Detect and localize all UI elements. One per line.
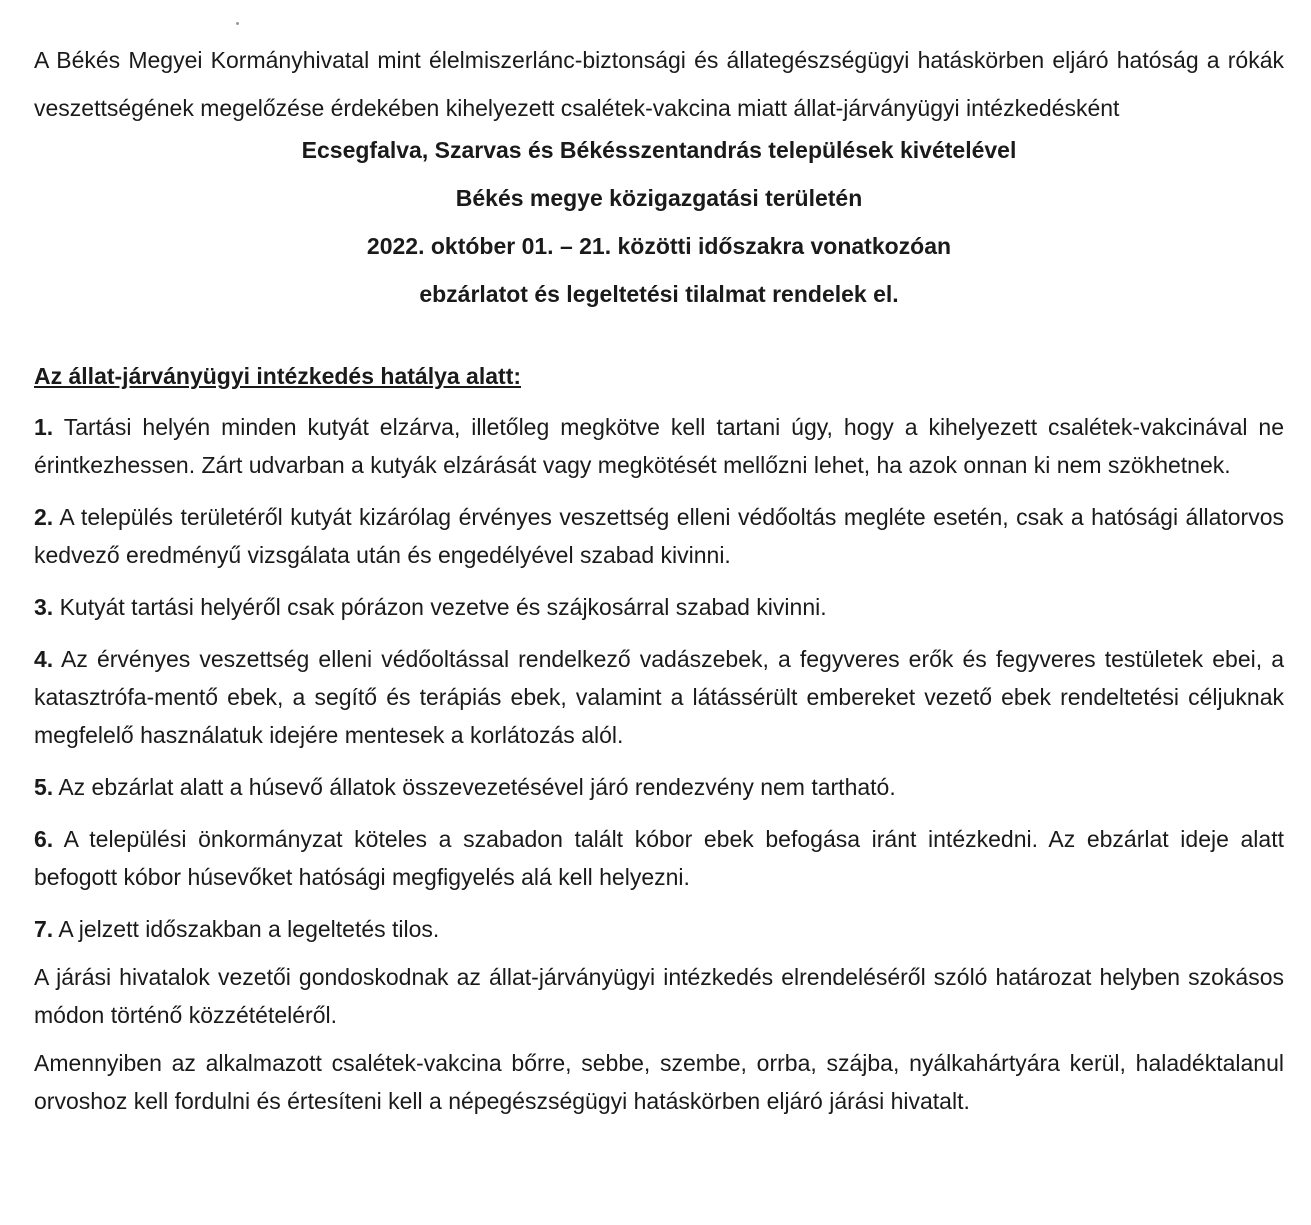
item-text: Tartási helyén minden kutyát elzárva, illetőleg megkötve kell tartani úgy, hogy a kihelyezett csalétek-vakcinával ne érintkezhessen. Zárt udvarban a kutyák elzárását vagy megkötését mellőzni lehet, ha azok onnan ki nem szökhetnek.	[34, 414, 1284, 478]
list-item	[34, 408, 1284, 484]
closing-paragraph-exposure: Amennyiben az alkalmazott csalétek-vakcina bőrre, sebbe, szembe, orrba, szájba, nyálkahártyára kerül, haladéktalanul orvoshoz kell fordulni és értesíteni kell a népegészségügyi hatáskörben eljáró járási hivatalt.	[34, 1050, 1284, 1114]
list-item	[34, 640, 1284, 754]
closing-paragraph-publication: A járási hivatalok vezetői gondoskodnak az állat-járványügyi intézkedés elrendeléséről szóló határozat helyben szokásos módon történő közzétételéről.	[34, 964, 1284, 1028]
decision-line-period: 2022. október 01. – 21. közötti időszakra vonatkozóan	[366, 233, 952, 259]
list-item	[34, 910, 1284, 948]
intro-paragraph: A Békés Megyei Kormányhivatal mint élelmiszerlánc-biztonsági és állategészségügyi hatáskörben eljáró hatóság a rókák veszettségének megelőzése érdekében kihelyezett csalétek-vakcina miatt állat-járványügyi intézkedésként	[34, 47, 1284, 121]
item-number: 2.	[34, 504, 54, 530]
measures-list	[34, 408, 1284, 948]
item-text: A települési önkormányzat köteles a szabadon talált kóbor ebek befogása iránt intézkedni. Az ebzárlat ideje alatt befogott kóbor húsevőket hatósági megfigyelés alá kell helyezni.	[34, 826, 1284, 890]
item-text: Az érvényes veszettség elleni védőoltással rendelkező vadászebek, a fegyveres erők és fegyveres testületek ebei, a katasztrófa-mentő ebek, a segítő és terápiás ebek, valamint a látássérült embereket vezető ebek rendeltetési céljuknak megfelelő használatuk idejére mentesek a korlátozás alól.	[34, 646, 1284, 748]
item-number: 5.	[34, 774, 54, 800]
list-item	[34, 588, 1284, 626]
item-number: 3.	[34, 594, 54, 620]
decision-line-order: ebzárlatot és legeltetési tilalmat rendelek el.	[419, 281, 899, 307]
scan-speck	[236, 22, 239, 25]
item-number: 7.	[34, 916, 54, 942]
decision-line-exceptions: Ecsegfalva, Szarvas és Békésszentandrás települések kivételével	[301, 137, 1017, 163]
decision-line-area: Békés megye közigazgatási területén	[455, 185, 863, 211]
item-text: Az ebzárlat alatt a húsevő állatok összevezetésével járó rendezvény nem tartható.	[58, 774, 896, 800]
list-item	[34, 820, 1284, 896]
item-text: A település területéről kutyát kizárólag érvényes veszettség elleni védőoltás megléte esetén, csak a hatósági állatorvos kedvező eredményű vizsgálata után és engedélyével szabad kivinni.	[34, 504, 1284, 568]
item-number: 6.	[34, 826, 54, 852]
item-number: 1.	[34, 414, 54, 440]
decision-block	[34, 126, 1284, 318]
list-item	[34, 498, 1284, 574]
document-body	[34, 36, 1284, 1120]
list-item	[34, 768, 1284, 806]
item-number: 4.	[34, 646, 54, 672]
item-text: Kutyát tartási helyéről csak pórázon vezetve és szájkosárral szabad kivinni.	[59, 594, 827, 620]
section-heading: Az állat-járványügyi intézkedés hatálya alatt:	[34, 363, 522, 389]
item-text: A jelzett időszakban a legeltetés tilos.	[58, 916, 440, 942]
